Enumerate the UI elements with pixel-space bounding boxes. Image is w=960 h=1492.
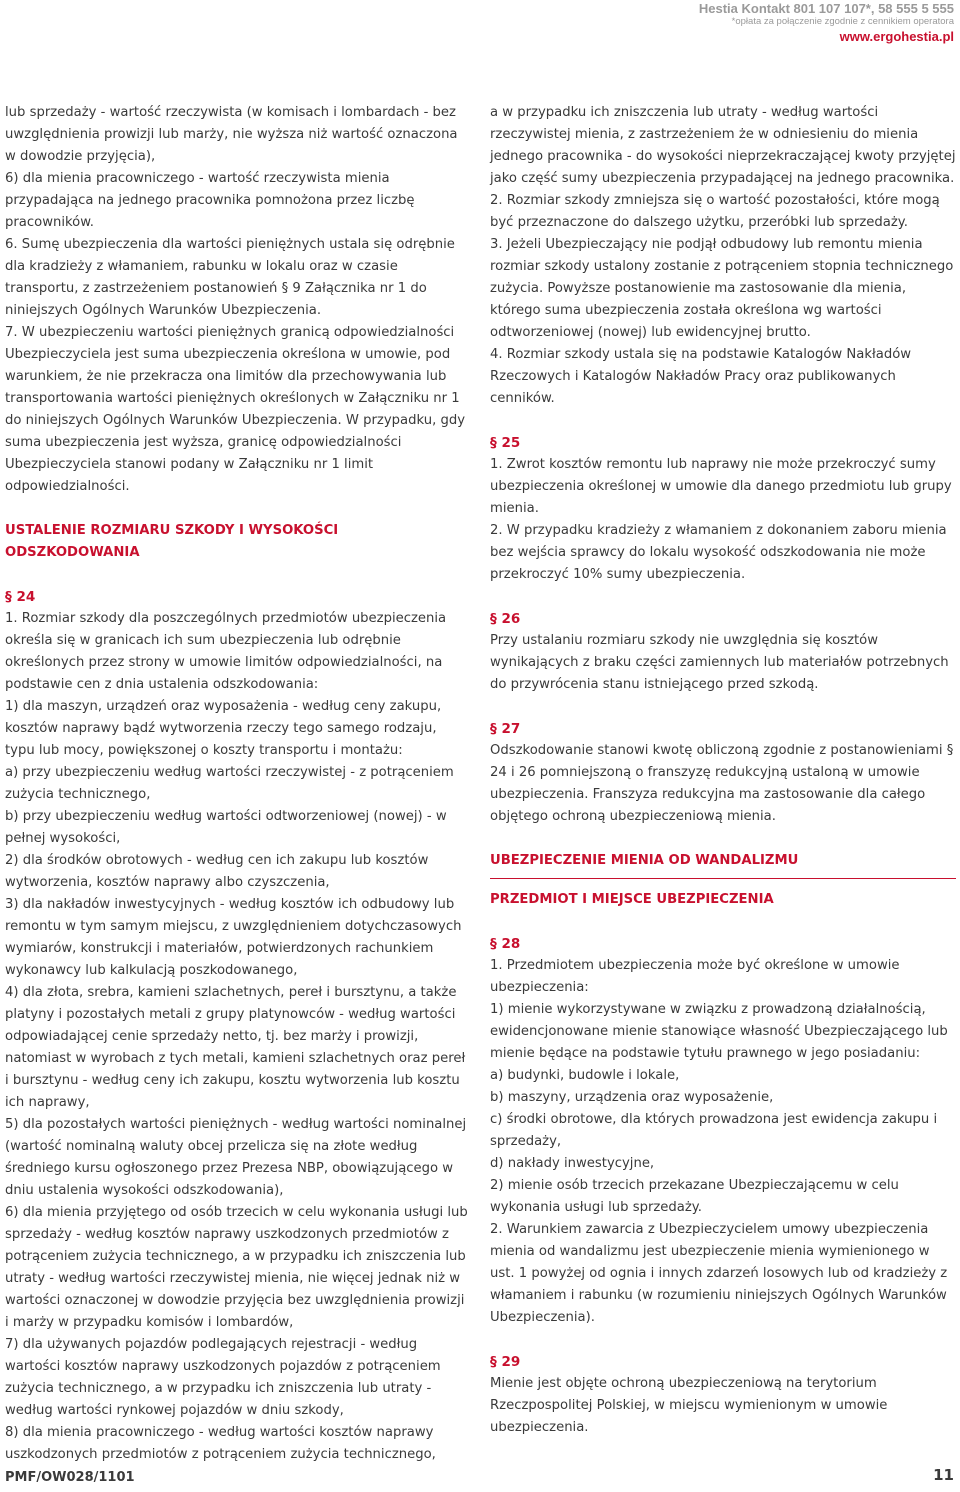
section-heading: USTALENIE ROZMIARU SZKODY I WYSOKOŚCI ODSZKODOWANIA bbox=[5, 523, 339, 560]
list-item: 1) dla maszyn, urządzeń oraz wyposażenia - według ceny zakupu, kosztów naprawy bądź wytworzenia rzeczy tego samego rodzaju, typu lub mocy, powiększonej o koszty transportu i montażu: bbox=[5, 699, 442, 758]
list-item: 3) dla nakładów inwestycyjnych - według kosztów ich odbudowy lub remontu w tym samym miejscu, z uwzględnieniem dotychczasowych wymiarów, konstrukcji i materiałów, potwierdzonych rachunkiem wykonawcy lub kalkulacją poszkodowanego, bbox=[5, 897, 462, 978]
left-column bbox=[5, 102, 469, 1466]
list-item: 4) dla złota, srebra, kamieni szlachetnych, pereł i bursztynu, a także platyny i pozostałych metali z grupy platynowców - według wartości odpowiadającej cenie sprzedaży netto, tj. bez marży i prowizji, natomiast w wyrobach z tych metali, kamieni szlachetnych oraz pereł i bursztynu - według ceny ich zakupu, kosztu wytworzenia lub kosztu ich naprawy, bbox=[5, 985, 466, 1110]
paragraph: 6) dla mienia pracowniczego - wartość rzeczywista mienia przypadająca na jednego pracownika pomnożona przez liczbę pracowników. bbox=[5, 171, 415, 230]
page-header bbox=[699, 0, 954, 43]
contact-line: Hestia Kontakt 801 107 107*, 58 555 5 555 bbox=[698, 1, 954, 16]
paragraph: Mienie jest objęte ochroną ubezpieczeniową na terytorium Rzeczpospolitej Polskiej, w miejscu wymienionym w umowie ubezpieczenia. bbox=[490, 1376, 888, 1435]
paragraph-number: § 29 bbox=[490, 1354, 521, 1370]
list-item: d) nakłady inwestycyjne, bbox=[490, 1156, 655, 1171]
paragraph: 2. W przypadku kradzieży z włamaniem z dokonaniem zaboru mienia bez wejścia sprawcy do lokalu wysokość odszkodowania nie może przekroczyć 10% sumy ubezpieczenia. bbox=[490, 523, 947, 582]
list-item: a) budynki, budowle i lokale, bbox=[490, 1068, 680, 1083]
list-item: 2. Warunkiem zawarcia z Ubezpieczycielem umowy ubezpieczenia mienia od wandalizmu jest ubezpieczenie mienia wymienionego w ust. 1 powyżej od ognia i innych zdarzeń losowych lub od kradzieży z włamaniem i rabunku (w rozumieniu niniejszych Ogólnych Warunków Ubezpieczenia). bbox=[490, 1222, 948, 1325]
list-item: 8) dla mienia pracowniczego - według wartości kosztów naprawy uszkodzonych przedmiotów z potrąceniem zużycia technicznego, bbox=[5, 1425, 436, 1462]
paragraph: 3. Jeżeli Ubezpieczający nie podjął odbudowy lub remontu mienia rozmiar szkody ustalony zostanie z potrąceniem stopnia technicznego zużycia. Powyższe postanowienie ma zastosowanie dla mienia, którego suma ubezpieczenia została określona wg wartości odtworzeniowej (nowej) lub ewidencyjnej brutto. bbox=[490, 237, 954, 340]
paragraph: 6. Sumę ubezpieczenia dla wartości pieniężnych ustala się odrębnie dla kradzieży z włamaniem, rabunku w lokalu oraz w czasie transportu, z zastrzeżeniem postanowień § 9 Załącznika nr 1 do niniejszych Ogólnych Warunków Ubezpieczenia. bbox=[5, 237, 455, 318]
paragraph: Przy ustalaniu rozmiaru szkody nie uwzględnia się kosztów wynikających z braku części zamiennych lub materiałów potrzebnych do przywrócenia stanu istniejącego przed szkodą. bbox=[490, 633, 949, 692]
list-item: b) maszyny, urządzenia oraz wyposażenie, bbox=[490, 1090, 774, 1105]
paragraph-number: § 25 bbox=[490, 435, 521, 451]
document-code: PMF/OW028/1101 bbox=[5, 1470, 135, 1485]
list-item: 1. Rozmiar szkody dla poszczególnych przedmiotów ubezpieczenia określa się w granicach ich sum ubezpieczenia lub odrębnie określonych przez strony w umowie limitów odpowiedzialności, na podstawie cen z dnia ustalenia odszkodowania: bbox=[5, 611, 447, 692]
list-item: a) przy ubezpieczeniu według wartości rzeczywistej - z potrąceniem zużycia technicznego, bbox=[5, 765, 454, 802]
list-item: b) przy ubezpieczeniu według wartości odtworzeniowej (nowej) - w pełnej wysokości, bbox=[5, 809, 447, 846]
section-heading: UBEZPIECZENIE MIENIA OD WANDALIZMU bbox=[490, 853, 799, 868]
paragraph-number: § 24 bbox=[5, 589, 36, 605]
paragraph: 4. Rozmiar szkody ustala się na podstawie Katalogów Nakładów Rzeczowych i Katalogów Nakładów Pracy oraz publikowanych cenników. bbox=[490, 347, 912, 406]
list-item: 2) dla środków obrotowych - według cen ich zakupu lub kosztów wytworzenia, kosztów naprawy albo czyszczenia, bbox=[5, 853, 429, 890]
paragraph-number: § 27 bbox=[490, 721, 521, 737]
paragraph: 7. W ubezpieczeniu wartości pieniężnych granicą odpowiedzialności Ubezpieczyciela jest suma ubezpieczenia określona w umowie, pod warunkiem, że nie przekracza ona limitów dla przechowywania lub transportowania wartości pieniężnych określonych w Załączniku nr 1 do niniejszych Ogólnych Warunków Ubezpieczenia. W przypadku, gdy suma ubezpieczenia jest wyższa, granicę odpowiedzialności Ubezpieczyciela stanowi podany w Załączniku nr 1 limit odpowiedzialności. bbox=[5, 325, 465, 494]
paragraph: Odszkodowanie stanowi kwotę obliczoną zgodnie z postanowieniami § 24 i 26 pomniejszoną o franszyzę redukcyjną ustaloną w umowie ubezpieczenia. Franszyza redukcyjna ma zastosowanie dla całego objętego ochroną ubezpieczeniową mienia. bbox=[490, 743, 954, 824]
list-item: 5) dla pozostałych wartości pieniężnych - według wartości nominalnej (wartość nominalną waluty obcej przelicza się na złote według średniego kursu ogłoszonego przez Prezesa NBP, obowiązującego w dniu ustalenia wysokości odszkodowania), bbox=[5, 1117, 467, 1198]
paragraph-number: § 26 bbox=[490, 611, 521, 627]
right-column bbox=[490, 102, 956, 1439]
list-item: 7) dla używanych pojazdów podlegających rejestracji - według wartości kosztów naprawy uszkodzonych pojazdów z potrąceniem zużycia technicznego, a w przypadku ich zniszczenia lub utraty - według wartości rynkowej pojazdów w dniu szkody, bbox=[5, 1337, 441, 1418]
contact-note: *opłata za połączenie zgodnie z cennikiem operatora bbox=[731, 16, 954, 27]
section-heading: PRZEDMIOT I MIEJSCE UBEZPIECZENIA bbox=[490, 892, 774, 907]
paragraph: 1. Zwrot kosztów remontu lub naprawy nie może przekroczyć sumy ubezpieczenia określonej w umowie dla danego przedmiotu lub grupy mienia. bbox=[490, 457, 952, 516]
list-item: 1. Przedmiotem ubezpieczenia może być określone w umowie ubezpieczenia: bbox=[490, 958, 900, 995]
paragraph-number: § 28 bbox=[490, 936, 521, 952]
list-item: 6) dla mienia przyjętego od osób trzecich w celu wykonania usługi lub sprzedaży - według kosztów naprawy uszkodzonych przedmiotów z potrąceniem zużycia technicznego, a w przypadku ich zniszczenia lub utraty - według wartości rzeczywistej mienia, nie więcej jednak niż w wartości oznaczonej w dowodzie przyjęcia bez uwzględnienia prowizji i marży w przypadku komisów i lombardów, bbox=[5, 1205, 468, 1330]
paragraph: 2. Rozmiar szkody zmniejsza się o wartość pozostałości, które mogą być przeznaczone do dalszego użytku, przeróbki lub sprzedaży. bbox=[490, 193, 940, 230]
page-number: 11 bbox=[933, 1466, 954, 1484]
section-divider bbox=[490, 878, 956, 879]
list-item: c) środki obrotowe, dla których prowadzona jest ewidencja zakupu i sprzedaży, bbox=[490, 1112, 938, 1149]
paragraph: lub sprzedaży - wartość rzeczywista (w komisach i lombardach - bez uwzględnienia prowizji lub marży, nie wyższa niż wartość oznaczona w dowodzie przyjęcia), bbox=[5, 105, 458, 164]
paragraph: a w przypadku ich zniszczenia lub utraty - według wartości rzeczywistej mienia, z zastrzeżeniem że w odniesieniu do mienia jednego pracownika - do wysokości nieprzekraczającej kwoty przyjętej jako część sumy ubezpieczenia przypadającej na jednego pracownika. bbox=[490, 105, 956, 186]
list-item: 2) mienie osób trzecich przekazane Ubezpieczającemu w celu wykonania usługi lub sprzedaży. bbox=[490, 1178, 899, 1215]
website-link[interactable]: www.ergohestia.pl bbox=[839, 28, 954, 44]
list-item: 1) mienie wykorzystywane w związku z prowadzoną działalnością, ewidencjonowane mienie stanowiące własność Ubezpieczającego lub mienie będące na podstawie tytułu prawnego w jego posiadaniu: bbox=[490, 1002, 948, 1061]
